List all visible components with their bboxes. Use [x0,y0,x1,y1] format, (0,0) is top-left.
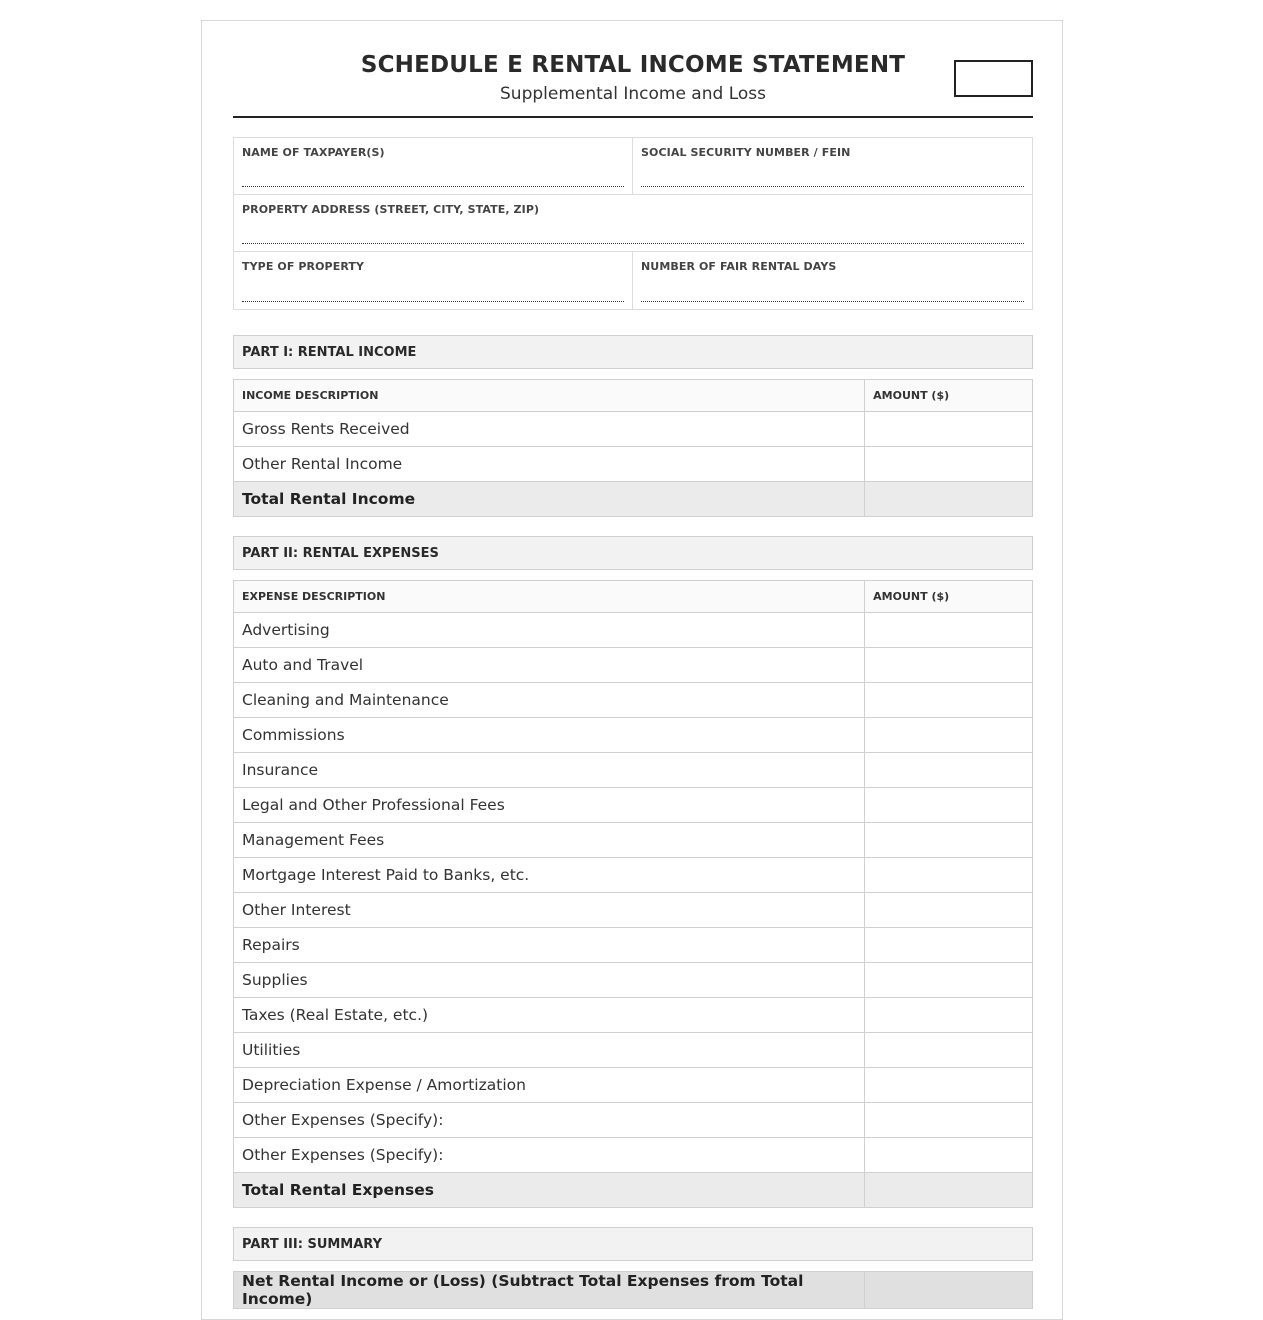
expense-row-label: Supplies [234,963,865,998]
table-row [234,893,1033,928]
ssn-line [641,186,1024,187]
table-row [234,648,1033,683]
expense-amount-cell[interactable] [865,613,1033,648]
taxpayer-info-block [233,137,1033,310]
taxpayer-name-line [242,186,624,187]
expense-row-label: Advertising [234,613,865,648]
expense-row-label: Insurance [234,753,865,788]
income-row-label: Gross Rents Received [234,412,865,447]
summary-table [233,1271,1033,1309]
expense-row-label: Other Expenses (Specify): [234,1103,865,1138]
expense-row-label: Taxes (Real Estate, etc.) [234,998,865,1033]
expense-amount-cell[interactable] [865,718,1033,753]
table-row [234,613,1033,648]
form-page [201,20,1063,1320]
info-row [234,195,1032,252]
table-row [234,788,1033,823]
expense-desc-header: EXPENSE DESCRIPTION [234,581,865,613]
part3-heading: PART III: SUMMARY [233,1227,1033,1261]
table-row [234,1033,1033,1068]
expense-row-label: Other Expenses (Specify): [234,1138,865,1173]
expense-amount-cell[interactable] [865,648,1033,683]
table-row [234,718,1033,753]
property-address-label: PROPERTY ADDRESS (STREET, CITY, STATE, ZIP) [242,203,540,216]
table-row [234,1138,1033,1173]
table-row [234,823,1033,858]
expense-table [233,580,1033,1208]
total-income-label: Total Rental Income [234,482,865,517]
income-table [233,379,1033,517]
total-expenses-row [234,1173,1033,1208]
expense-row-label: Depreciation Expense / Amortization [234,1068,865,1103]
taxpayer-name-label: NAME OF TAXPAYER(S) [242,146,385,159]
table-row [234,1103,1033,1138]
rental-days-field[interactable] [633,252,1032,309]
property-type-line [242,301,624,302]
rental-days-line [641,301,1024,302]
table-row [234,447,1033,482]
table-row [234,412,1033,447]
income-amount-header: AMOUNT ($) [865,380,1033,412]
expense-row-label: Mortgage Interest Paid to Banks, etc. [234,858,865,893]
part2-heading: PART II: RENTAL EXPENSES [233,536,1033,570]
expense-amount-cell[interactable] [865,823,1033,858]
form-header [233,21,1033,118]
net-income-label: Net Rental Income or (Loss) (Subtract Total Expenses from Total Income) [234,1272,865,1309]
total-expenses-amount[interactable] [865,1173,1033,1208]
property-address-field[interactable] [234,195,1032,251]
expense-amount-cell[interactable] [865,963,1033,998]
total-income-amount[interactable] [865,482,1033,517]
expense-row-label: Commissions [234,718,865,753]
expense-amount-header: AMOUNT ($) [865,581,1033,613]
income-amount-cell[interactable] [865,412,1033,447]
expense-amount-cell[interactable] [865,893,1033,928]
expense-amount-cell[interactable] [865,998,1033,1033]
table-row [234,998,1033,1033]
expense-amount-cell[interactable] [865,1068,1033,1103]
rental-days-label: NUMBER OF FAIR RENTAL DAYS [641,260,837,273]
income-desc-header: INCOME DESCRIPTION [234,380,865,412]
taxpayer-name-field[interactable] [234,138,633,194]
expense-amount-cell[interactable] [865,753,1033,788]
expense-amount-cell[interactable] [865,858,1033,893]
form-number-box[interactable] [954,60,1033,97]
form-title: SCHEDULE E RENTAL INCOME STATEMENT [360,52,906,78]
expense-row-label: Legal and Other Professional Fees [234,788,865,823]
total-income-row [234,482,1033,517]
expense-row-label: Cleaning and Maintenance [234,683,865,718]
property-address-line [242,243,1024,244]
expense-row-label: Management Fees [234,823,865,858]
ssn-field[interactable] [633,138,1032,194]
net-income-amount[interactable] [865,1272,1033,1309]
table-header-row [234,380,1033,412]
expense-amount-cell[interactable] [865,1033,1033,1068]
expense-amount-cell[interactable] [865,1138,1033,1173]
info-row [234,138,1032,195]
part1-heading: PART I: RENTAL INCOME [233,335,1033,369]
expense-amount-cell[interactable] [865,788,1033,823]
table-row [234,683,1033,718]
table-row [234,753,1033,788]
net-income-row [234,1272,1033,1309]
expense-amount-cell[interactable] [865,928,1033,963]
form-subtitle: Supplemental Income and Loss [500,84,766,104]
table-row [234,928,1033,963]
table-header-row [234,581,1033,613]
income-row-label: Other Rental Income [234,447,865,482]
form-content [233,21,1033,1308]
table-row [234,1068,1033,1103]
expense-amount-cell[interactable] [865,1103,1033,1138]
total-expenses-label: Total Rental Expenses [234,1173,865,1208]
table-row [234,858,1033,893]
expense-amount-cell[interactable] [865,683,1033,718]
table-row [234,963,1033,998]
expense-row-label: Utilities [234,1033,865,1068]
expense-row-label: Auto and Travel [234,648,865,683]
property-type-field[interactable] [234,252,633,309]
expense-row-label: Repairs [234,928,865,963]
info-row [234,252,1032,309]
expense-row-label: Other Interest [234,893,865,928]
property-type-label: TYPE OF PROPERTY [242,260,365,273]
ssn-label: SOCIAL SECURITY NUMBER / FEIN [641,146,851,159]
income-amount-cell[interactable] [865,447,1033,482]
